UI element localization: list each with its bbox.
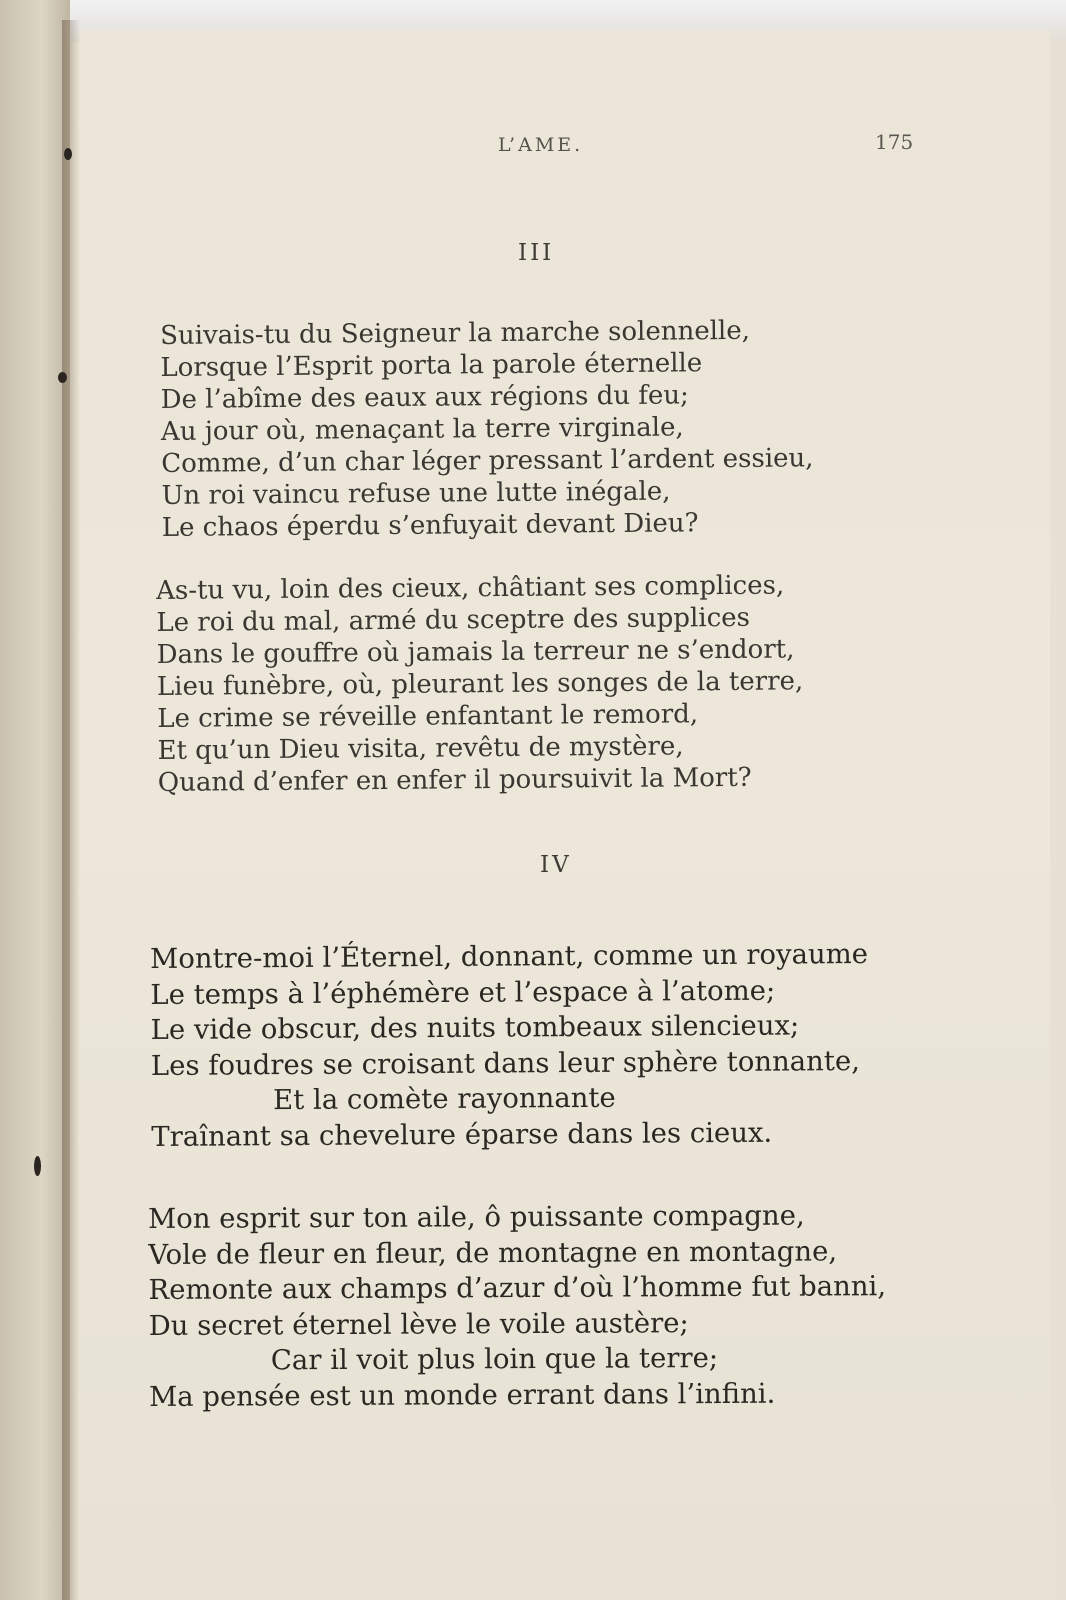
paper-speck (58, 372, 67, 383)
verse-line: Dans le gouffre où jamais la terreur ne s’endort, (156, 634, 795, 670)
paper-speck (34, 1156, 41, 1176)
verse-line: Lorsque l’Esprit porta la parole éternelle (160, 348, 703, 383)
verse-line: Les foudres se croisant dans leur sphère tonnante, (150, 1044, 861, 1082)
verse-line: Le temps à l’éphémère et l’espace à l’atome; (150, 974, 776, 1011)
verse-line: Remonte aux champs d’azur d’où l’homme fut banni, (148, 1270, 887, 1306)
verse-line: Montre-moi l’Éternel, donnant, comme un royaume (150, 937, 869, 975)
stanza-2 (156, 569, 804, 799)
verse-line: Comme, d’un char léger pressant l’ardent essieu, (161, 443, 814, 479)
running-head (80, 130, 1050, 164)
verse-line: Un roi vaincu refuse une lutte inégale, (161, 476, 671, 511)
verse-line: De l’abîme des eaux aux régions du feu; (160, 380, 689, 415)
page-number: 175 (875, 130, 914, 154)
verse-line: Vole de fleur en fleur, de montagne en montagne, (148, 1234, 838, 1271)
verse-line: Quand d’enfer en enfer il poursuivit la Mort? (157, 762, 752, 798)
section-number-iv: IV (540, 852, 572, 878)
verse-line: Mon esprit sur ton aile, ô puissante compagne, (148, 1199, 805, 1235)
stanza-3 (150, 937, 869, 1155)
stanza-4 (148, 1198, 887, 1415)
stanza-1 (160, 314, 814, 544)
paper-speck (64, 148, 72, 160)
running-title: L’AME. (498, 134, 584, 156)
verse-line: Traînant sa chevelure éparse dans les cieux. (151, 1116, 773, 1153)
verse-line: Le roi du mal, armé du sceptre des supplices (156, 602, 751, 638)
verse-line: Suivais-tu du Seigneur la marche solennelle, (160, 315, 751, 351)
verse-line: Lieu funèbre, où, pleurant les songes de la terre, (156, 666, 804, 702)
verse-line: Car il voit plus loin que la terre; (270, 1342, 719, 1377)
verse-line: Ma pensée est un monde errant dans l’infini. (148, 1377, 776, 1413)
gutter-shadow (62, 20, 80, 1600)
verse-line: Du secret éternel lève le voile austère; (148, 1306, 689, 1342)
facing-page-edge (0, 0, 70, 1600)
verse-line: Le chaos éperdu s’enfuyait devant Dieu? (161, 508, 699, 543)
verse-line: Le crime se réveille enfantant le remord, (157, 699, 699, 734)
verse-line: As-tu vu, loin des cieux, châtiant ses complices, (156, 570, 785, 606)
verse-line: Le vide obscur, des nuits tombeaux silencieux; (150, 1009, 800, 1046)
verse-line: Et la comète rayonnante (272, 1081, 616, 1117)
section-number-iii: III (518, 240, 555, 266)
verse-line: Et qu’un Dieu visita, revêtu de mystère, (157, 731, 684, 766)
book-page (80, 30, 1050, 1600)
verse-line: Au jour où, menaçant la terre virginale, (160, 412, 684, 447)
